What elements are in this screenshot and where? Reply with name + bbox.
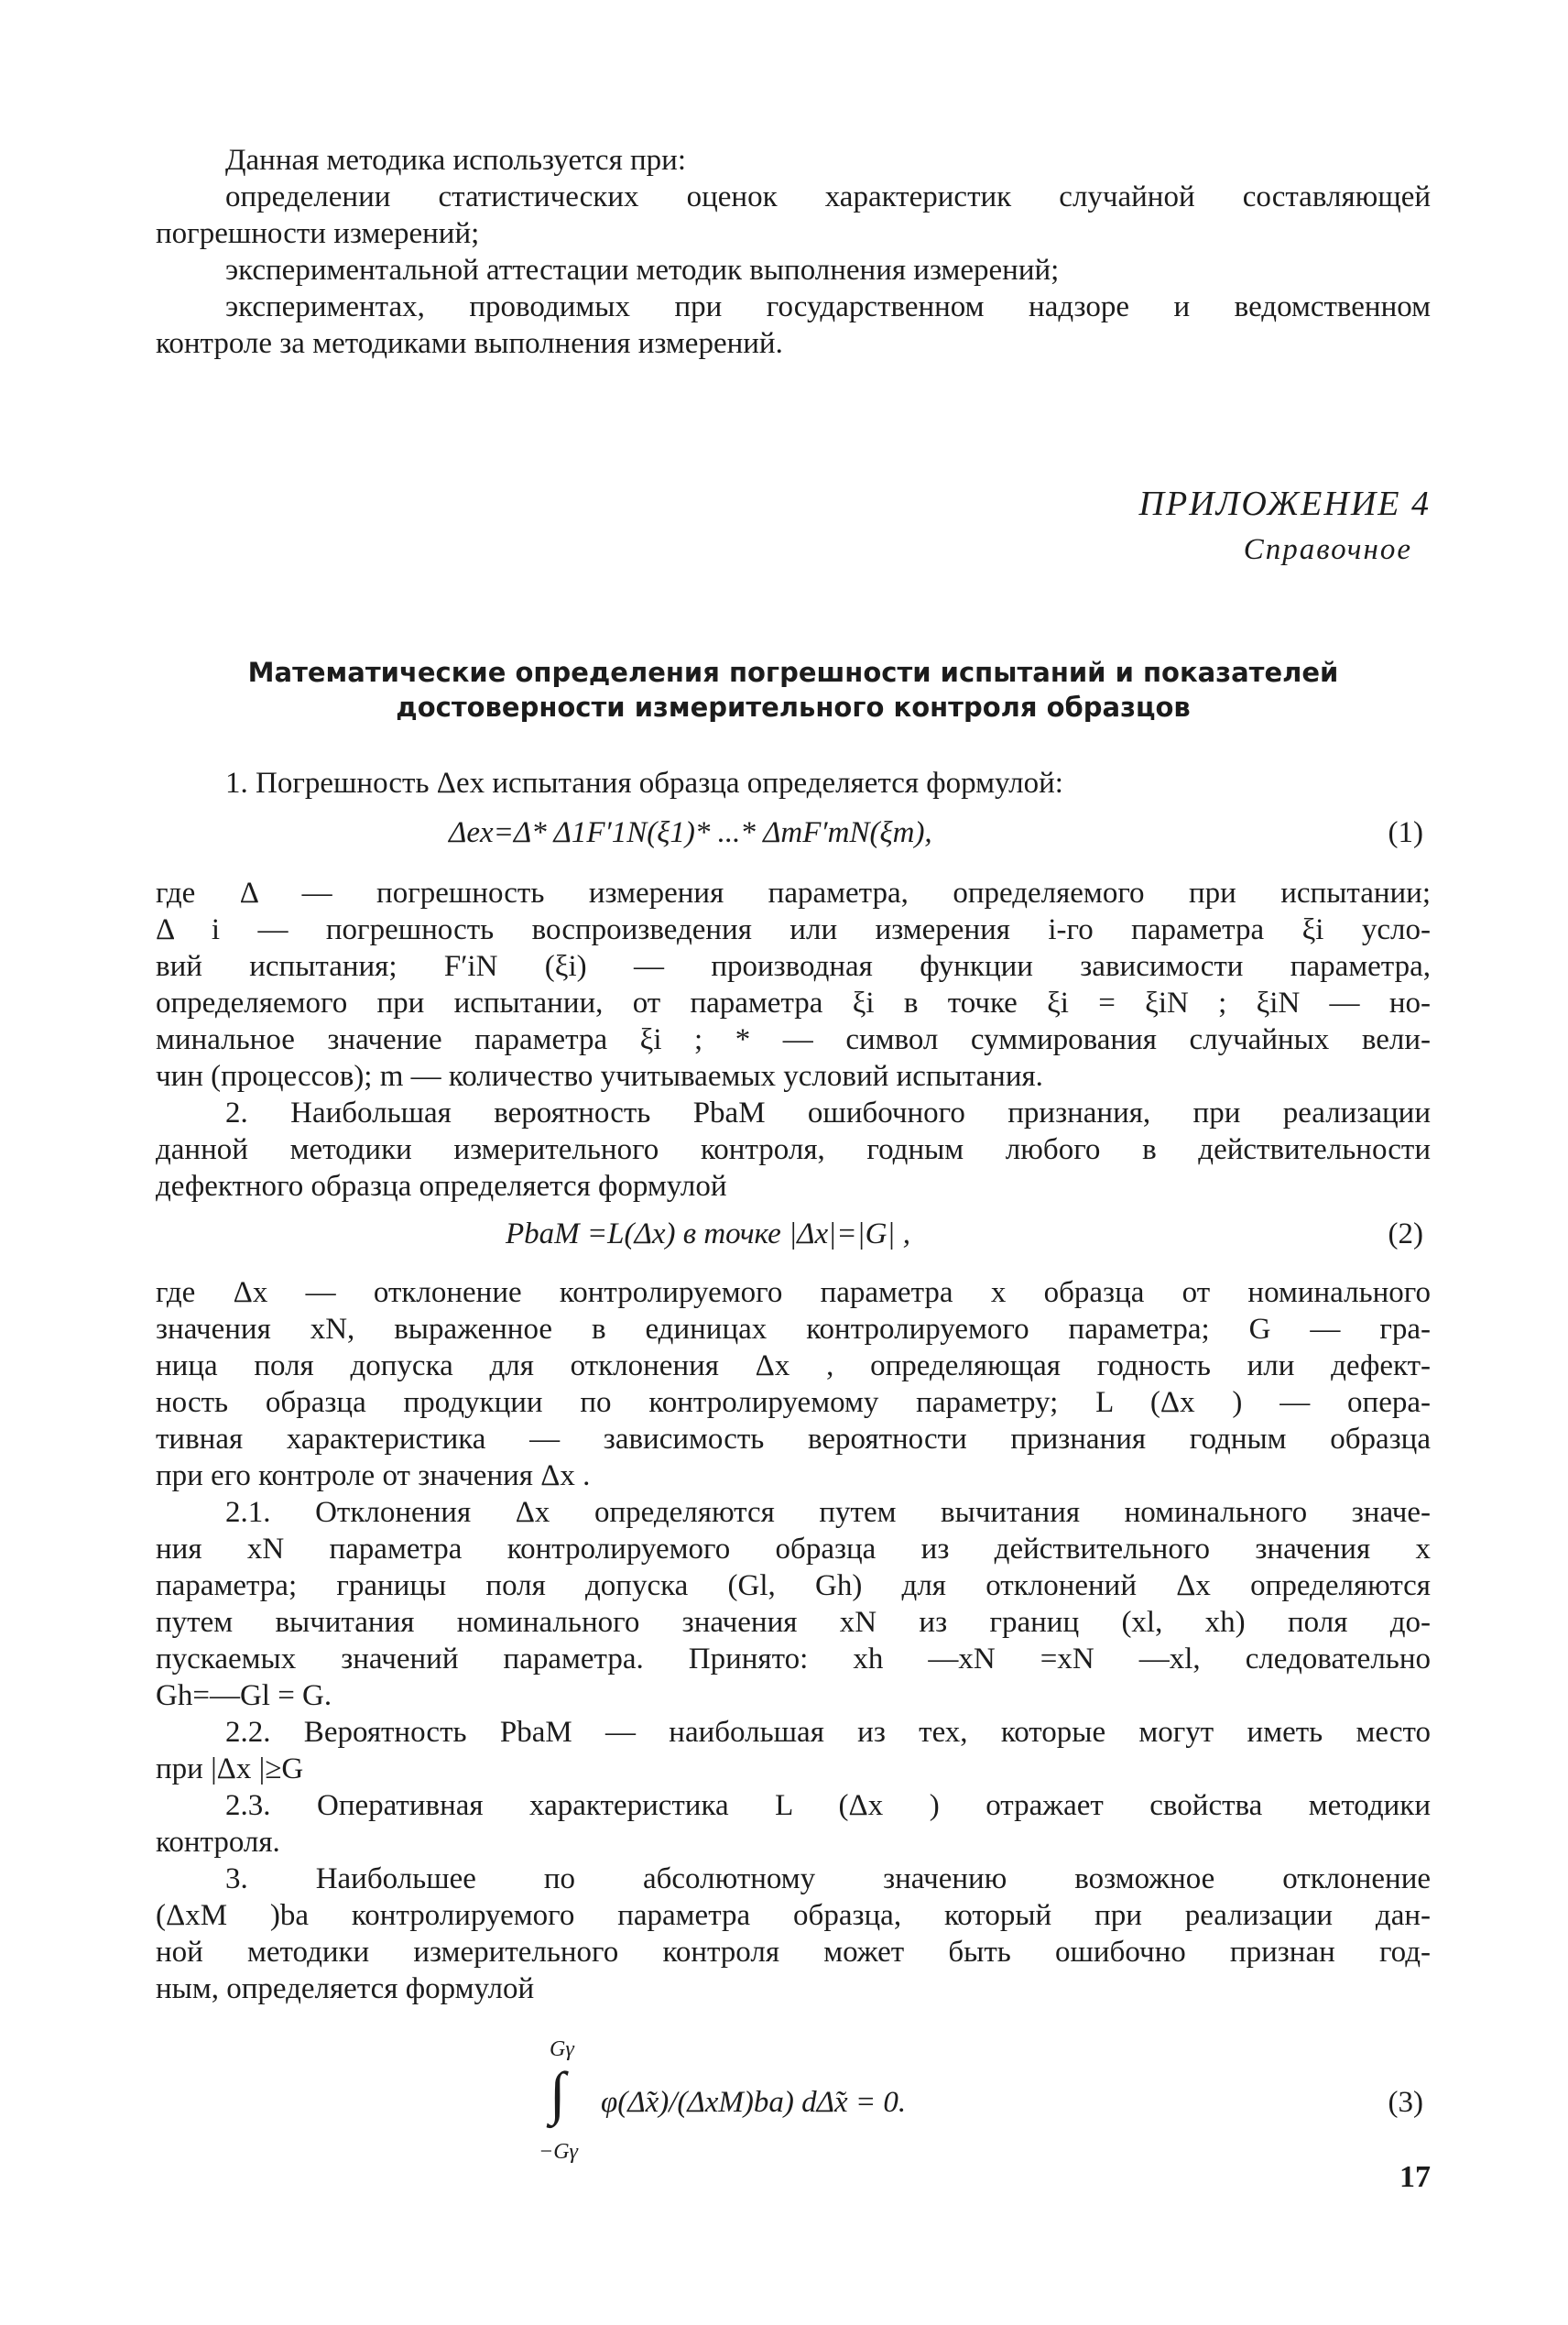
paragraph-line: 3. Наибольшее по абсолютному значению возможное отклонение bbox=[225, 1862, 1431, 1895]
paragraph-line: (ΔxM )ba контролируемого параметра образца, который при реализации дан- bbox=[156, 1899, 1431, 1932]
paragraph-line: чин (процессов); m — количество учитываемых условий испытания. bbox=[156, 1060, 1043, 1093]
section-heading: достоверности измерительного контроля образцов bbox=[396, 692, 1191, 723]
paragraph-line: ным, определяется формулой bbox=[156, 1972, 535, 2005]
paragraph-line: ница поля допуска для отклонения Δx , определяющая годность или дефект- bbox=[156, 1349, 1431, 1382]
formula-3 bbox=[156, 2029, 1431, 2176]
paragraph-line: параметра; границы поля допуска (Gl, Gh) для отклонений Δx определяются bbox=[156, 1569, 1431, 1602]
formula-number: (1) bbox=[1388, 816, 1423, 849]
intro-line: контроле за методиками выполнения измерений. bbox=[156, 327, 783, 360]
paragraph-line: Δ i — погрешность воспроизведения или измерения i-го параметра ξi усло- bbox=[156, 913, 1431, 946]
paragraph-line: 2.1. Отклонения Δx определяются путем вычитания номинального значе- bbox=[225, 1496, 1431, 1529]
paragraph-line: Gh=—Gl = G. bbox=[156, 1679, 332, 1712]
intro-line: экспериментальной аттестации методик выполнения измерений; bbox=[225, 254, 1060, 287]
paragraph-line: тивная характеристика — зависимость вероятности признания годным образца bbox=[156, 1423, 1431, 1456]
section-heading: Математические определения погрешности испытаний и показателей bbox=[247, 657, 1339, 688]
paragraph-line: 2.2. Вероятность PbaM — наибольшая из тех, которые могут иметь место bbox=[225, 1716, 1431, 1749]
paragraph-line: при |Δx |≥G bbox=[156, 1752, 304, 1785]
appendix-title: ПРИЛОЖЕНИЕ 4 bbox=[1138, 485, 1431, 523]
formula-number: (2) bbox=[1388, 1217, 1423, 1250]
formula-expression: Δex=Δ* Δ1F′1N(ξ1)* ...* ΔmF′mN(ξm), bbox=[449, 816, 932, 849]
paragraph-line: пускаемых значений параметра. Принято: xh —xN =xN —xl, следовательно bbox=[156, 1643, 1431, 1676]
formula-expression: φ(Δ̃x)/(ΔxM)ba) dΔ̃x = 0. bbox=[601, 2086, 907, 2119]
integral-sign: ∫ bbox=[550, 2060, 566, 2125]
paragraph-line: определяемого при испытании, от параметра ξi в точке ξi = ξiN ; ξiN — но- bbox=[156, 987, 1431, 1020]
paragraph-line: где Δ — погрешность измерения параметра, определяемого при испытании; bbox=[156, 877, 1431, 910]
formula-expression: PbaM =L(Δx) в точке |Δx|=|G| , bbox=[506, 1217, 910, 1250]
formula-number: (3) bbox=[1388, 2086, 1423, 2119]
page-number: 17 bbox=[1399, 2160, 1431, 2194]
paragraph-line: 1. Погрешность Δex испытания образца определяется формулой: bbox=[225, 767, 1063, 800]
paragraph-line: при его контроле от значения Δx . bbox=[156, 1459, 591, 1492]
appendix-subtitle: Справочное bbox=[1243, 533, 1412, 566]
paragraph-line: ной методики измерительного контроля может быть ошибочно признан год- bbox=[156, 1936, 1431, 1969]
paragraph-line: путем вычитания номинального значения xN из границ (xl, xh) поля до- bbox=[156, 1606, 1431, 1639]
intro-line: погрешности измерений; bbox=[156, 217, 480, 250]
paragraph-line: минальное значение параметра ξi ; * — символ суммирования случайных вели- bbox=[156, 1023, 1431, 1056]
paragraph-line: 2. Наибольшая вероятность PbaM ошибочного признания, при реализации bbox=[225, 1097, 1431, 1130]
paragraph-line: контроля. bbox=[156, 1826, 280, 1859]
paragraph-line: где Δx — отклонение контролируемого параметра x образца от номинального bbox=[156, 1276, 1431, 1309]
integral-upper-limit: Gγ bbox=[550, 2037, 574, 2061]
paragraph-line: вий испытания; F′iN (ξi) — производная функции зависимости параметра, bbox=[156, 950, 1431, 983]
paragraph-line: ность образца продукции по контролируемому параметру; L (Δx ) — опера- bbox=[156, 1386, 1431, 1419]
intro-line: определении статистических оценок характеристик случайной составляющей bbox=[225, 180, 1431, 213]
intro-line: Данная методика используется при: bbox=[225, 144, 686, 177]
paragraph-line: 2.3. Оперативная характеристика L (Δx ) отражает свойства методики bbox=[225, 1789, 1431, 1822]
paragraph-line: данной методики измерительного контроля, годным любого в действительности bbox=[156, 1133, 1431, 1166]
intro-line: экспериментах, проводимых при государственном надзоре и ведомственном bbox=[225, 290, 1431, 323]
paragraph-line: ния xN параметра контролируемого образца из действительного значения x bbox=[156, 1533, 1431, 1566]
integral-lower-limit: −Gγ bbox=[539, 2140, 578, 2164]
paragraph-line: дефектного образца определяется формулой bbox=[156, 1170, 727, 1203]
paragraph-line: значения xN, выраженное в единицах контролируемого параметра; G — гра- bbox=[156, 1313, 1431, 1346]
